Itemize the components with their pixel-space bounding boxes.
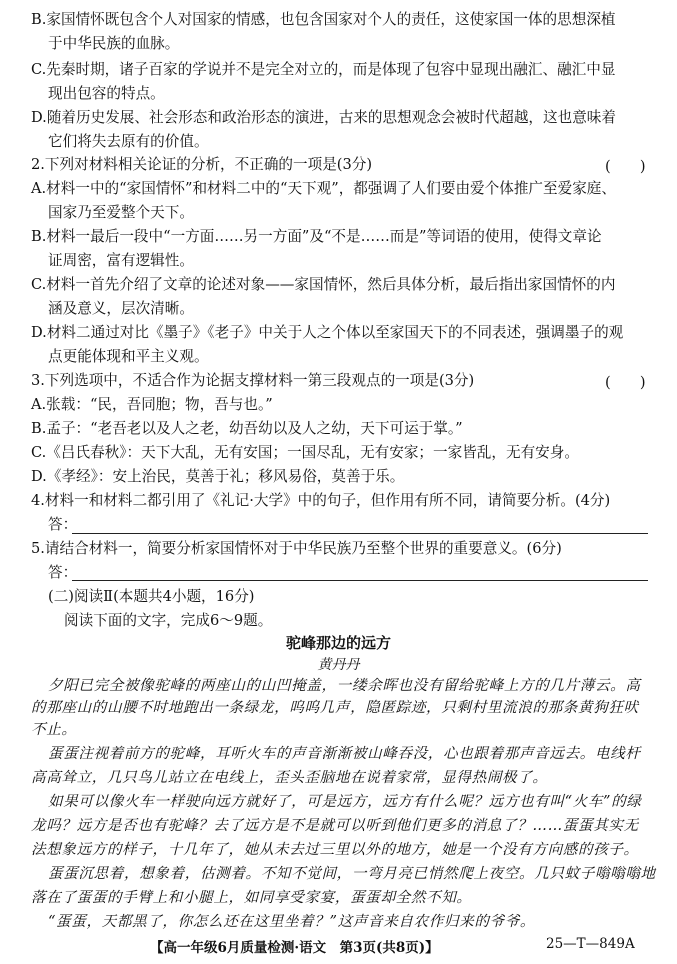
- q2-answer-bracket[interactable]: ( ): [605, 158, 646, 175]
- section-instruction: 阅读下面的文字，完成6～9题。: [64, 612, 273, 629]
- q4-answer-label: 答：: [48, 516, 78, 533]
- q2-stem: 2.下列对材料相关论证的分析，不正确的一项是(3分): [31, 156, 373, 173]
- q2-option-b-line1: B.材料一最后一段中“一方面……另一方面”及“不是……而是”等词语的使用，使得文章论: [31, 228, 602, 245]
- q2-option-a-line1: A.材料一中的“家国情怀”和材料二中的“天下观”，都强调了人们要由爱个体推广至爱家庭、: [31, 180, 616, 197]
- q2-option-d-line1: D.材料二通过对比《墨子》《老子》中关于人之个体以至家国天下的不同表述，强调墨子的观: [31, 324, 624, 341]
- q3-stem: 3.下列选项中，不适合作为论据支撑材料一第三段观点的一项是(3分): [31, 372, 475, 389]
- story-line-7: 龙吗？远方是否也有驼峰？去了远方是不是就可以听到他们更多的消息了？……蛋蛋其实无: [31, 817, 639, 834]
- story-line-2: 的那座山的山腰不时地跑出一条绿龙，呜呜几声，隐匿踪迹，只剩村里流浪的那条黄狗狂吠: [31, 699, 639, 716]
- story-title: 驼峰那边的远方: [285, 634, 391, 652]
- story-line-1: 夕阳已完全被像驼峰的两座山的山凹掩盖，一缕余晖也没有留给驼峰上方的几片薄云。高: [48, 677, 641, 694]
- q1-option-d-line1: D.随着历史发展、社会形态和政治形态的演进，古来的思想观念会被时代超越，这也意味着: [31, 109, 616, 126]
- footer-exam-info: 【高一年级6月质量检测·语文 第3页(共8页)】: [150, 940, 439, 956]
- story-line-6: 如果可以像火车一样驶向远方就好了，可是远方，远方有什么呢？远方也有叫“火车”的绿: [48, 793, 642, 810]
- q1-option-b-line2: 于中华民族的血脉。: [48, 35, 180, 52]
- story-line-8: 法想象远方的样子，十几年了，她从未去过三里以外的地方，她是一个没有方向感的孩子。: [31, 841, 639, 858]
- footer-code: 25—T—849A: [546, 936, 635, 952]
- story-line-10: 落在了蛋蛋的手臂上和小腿上，如同享受家宴，蛋蛋却全然不知。: [31, 889, 472, 906]
- q4-stem: 4.材料一和材料二都引用了《礼记·大学》中的句子，但作用有所不同，请简要分析。(4分): [31, 492, 611, 509]
- q2-option-c-line1: C.材料一首先介绍了文章的论述对象——家国情怀，然后具体分析，最后指出家国情怀的内: [31, 276, 616, 293]
- q4-answer-line[interactable]: [72, 533, 648, 534]
- story-line-3: 不止。: [31, 721, 77, 738]
- q5-stem: 5.请结合材料一，简要分析家国情怀对于中华民族乃至整个世界的重要意义。(6分): [31, 540, 562, 557]
- story-line-5: 高高耸立，几只鸟儿站立在电线上，歪头歪脑地在说着家常，显得热闹极了。: [31, 769, 548, 786]
- q5-answer-line[interactable]: [72, 580, 648, 581]
- q1-option-c-line1: C.先秦时期，诸子百家的学说并不是完全对立的，而是体现了包容中显现出融汇、融汇中显: [31, 61, 616, 78]
- q3-option-c: C.《吕氏春秋》：天下大乱，无有安国；一国尽乱，无有安家；一家皆乱，无有安身。: [31, 444, 579, 461]
- q1-option-d-line2: 它们将失去原有的价值。: [48, 133, 209, 150]
- story-line-4: 蛋蛋注视着前方的驼峰，耳听火车的声音渐渐被山峰吞没，心也跟着那声音远去。电线杆: [48, 745, 641, 762]
- q1-option-c-line2: 现出包容的特点。: [48, 85, 165, 102]
- q2-option-c-line2: 涵及意义，层次清晰。: [48, 300, 194, 317]
- story-author: 黄丹丹: [317, 657, 360, 673]
- story-line-11: “蛋蛋，天都黑了，你怎么还在这里坐着？”这声音来自农作归来的爷爷。: [48, 913, 536, 930]
- q2-option-a-line2: 国家乃至爱整个天下。: [48, 204, 194, 221]
- story-line-9: 蛋蛋沉思着，想象着，估测着。不知不觉间，一弯月亮已悄然爬上夜空。几只蚊子嗡嗡嗡地: [48, 865, 656, 882]
- q3-answer-bracket[interactable]: ( ): [605, 374, 646, 391]
- q2-option-b-line2: 证周密，富有逻辑性。: [48, 252, 194, 269]
- q3-option-b: B.孟子：“老吾老以及人之老，幼吾幼以及人之幼，天下可运于掌。”: [31, 420, 463, 437]
- q3-option-d: D.《孝经》：安上治民，莫善于礼；移风易俗，莫善于乐。: [31, 468, 405, 485]
- section-heading: (二)阅读Ⅱ(本题共4小题，16分): [48, 588, 255, 605]
- q3-option-a: A.张载：“民，吾同胞；物，吾与也。”: [31, 396, 273, 413]
- q5-answer-label: 答：: [48, 564, 78, 581]
- q1-option-b-line1: B.家国情怀既包含个人对国家的情感，也包含国家对个人的责任，这使家国一体的思想深植: [31, 11, 616, 28]
- q2-option-d-line2: 点更能体现和平主义观。: [48, 348, 209, 365]
